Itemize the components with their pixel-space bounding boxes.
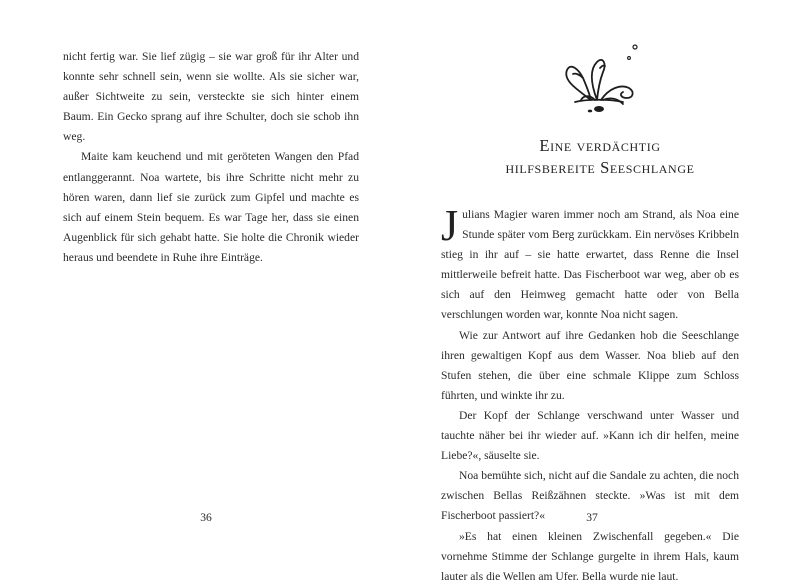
chapter-title-line: Eine verdächtig [539, 136, 661, 155]
paragraph: Der Kopf der Schlange verschwand unter Wasser und tauchte näher bei ihr wieder auf. »Kann ich dir helfen, meine Liebe?«, säuselte sie. [441, 408, 739, 463]
page-number-right: 37 [586, 511, 598, 524]
paragraph: Maite kam keuchend und mit geröteten Wangen den Pfad entlanggerannt. Noa wartete, bis ihre Schritte nicht mehr zu hören waren, dann lief sie zurück zum Gipfel und machte es sich auf einem Stein bequem. Es war Tage her, dass sie einen Augenblick für sich gehabt hatte. Sie holte die Chronik wieder heraus und beendete in Ruhe ihre Einträge. [63, 150, 359, 264]
paragraph: Wie zur Antwort auf ihre Gedanken hob die Seeschlange ihren gewaltigen Kopf aus dem Wasser. Noa blieb auf den Stufen stehen, die über eine schmale Klippe zum Schloss führten, und winkte ihr zu. [441, 328, 739, 402]
paragraph: Noa bemühte sich, nicht auf die Sandale zu achten, die noch zwischen Bellas Reißzähnen steckte. »Was ist mit dem Fischerboot passiert?« [441, 469, 739, 523]
paragraph: »Es hat einen kleinen Zwischenfall gegeben.« Die vornehme Stimme der Schlange gurgelte in ihrem Hals, kaum lauter als die Wellen am Ufer. Bella wurde nie laut. [441, 529, 739, 583]
paragraph: nicht fertig war. Sie lief zügig – sie war groß für ihr Alter und konnte sehr schnell sein, wenn sie wollte. Als sie sicher war, außer Sichtweite zu sein, versteckte sie sich hinter einem Baum. Ein Gecko sprang auf ihre Schulter, doch sie schob ihn weg. [63, 50, 359, 144]
seaweed-icon [553, 40, 653, 130]
paragraph [441, 201, 739, 326]
chapter-title [430, 135, 770, 179]
left-page-text [63, 47, 359, 268]
chapter-title-line: hilfsbereite Seeschlange [505, 158, 695, 177]
left-page [0, 0, 400, 578]
right-page-text [441, 201, 739, 587]
drop-cap: J [441, 201, 459, 250]
page-number-left: 36 [200, 511, 212, 524]
paragraph-text: ulians Magier waren immer noch am Strand, als Noa eine Stunde später vom Berg zurückkam. Ein nervöses Kribbeln stieg in ihr auf – sie hatte erwartet, dass Renne die Insel mittlerweile befreit hatte. Das Fischerboot war weg, aber ob es sich auf den Heimweg gemacht hatte oder von Bella verschlungen worden war, konnte Noa nicht sagen. [441, 208, 739, 322]
right-page [400, 0, 800, 583]
